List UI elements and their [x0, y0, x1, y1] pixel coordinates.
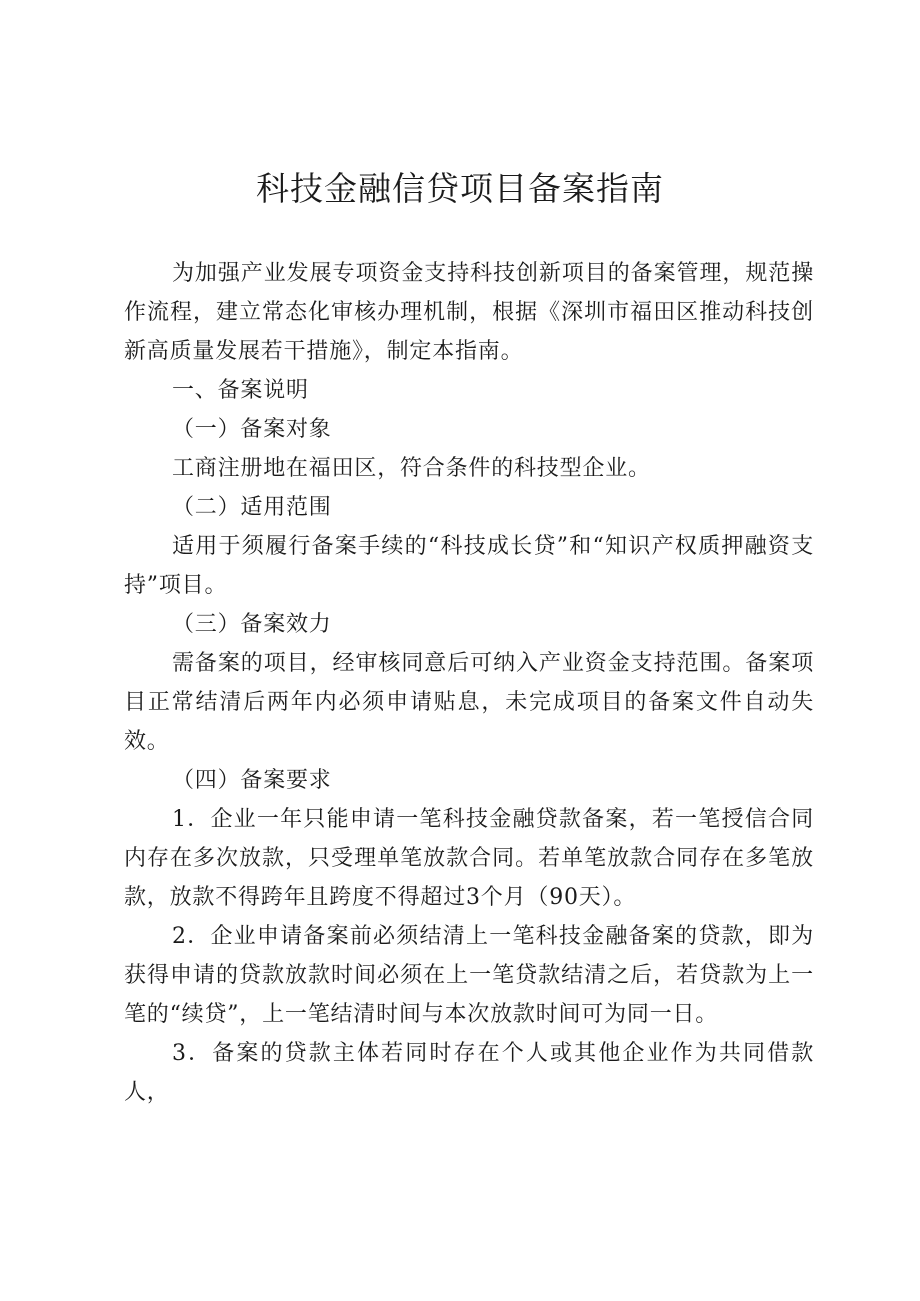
- requirement-1: 1．企业一年只能申请一笔科技金融贷款备案，若一笔授信合同内存在多次放款，只受理单笔放款合同。若单笔放款合同存在多笔放款，放款不得跨年且跨度不得超过3个月（90天）。: [124, 807, 814, 910]
- sub-text-3: 需备案的项目，经审核同意后可纳入产业资金支持范围。备案项目正常结清后两年内必须申请贴息，未完成项目的备案文件自动失效。: [124, 651, 814, 754]
- requirement-3: 3．备案的贷款主体若同时存在个人或其他企业作为共同借款人，: [124, 1041, 814, 1105]
- sub-heading-4: （四）备案要求: [172, 768, 332, 793]
- sub-heading-3: （三）备案效力: [172, 612, 332, 637]
- sub-text-1: 工商注册地在福田区，符合条件的科技型企业。: [172, 456, 651, 481]
- sub-heading-1: （一）备案对象: [172, 417, 332, 442]
- section-heading-1: 一、备案说明: [172, 378, 309, 403]
- sub-text-2: 适用于须履行备案手续的“科技成长贷”和“知识产权质押融资支持”项目。: [124, 534, 814, 598]
- requirement-2: 2．企业申请备案前必须结清上一笔科技金融备案的贷款，即为获得申请的贷款放款时间必须在上一笔贷款结清之后，若贷款为上一笔的“续贷”，上一笔结清时间与本次放款时间可为同一日。: [124, 924, 814, 1027]
- sub-heading-2: （二）适用范围: [172, 495, 332, 520]
- document-title: 科技金融信贷项目备案指南: [256, 169, 664, 208]
- document-body: [124, 254, 814, 1112]
- intro-paragraph: 为加强产业发展专项资金支持科技创新项目的备案管理，规范操作流程，建立常态化审核办理机制，根据《深圳市福田区推动科技创新高质量发展若干措施》，制定本指南。: [124, 261, 814, 364]
